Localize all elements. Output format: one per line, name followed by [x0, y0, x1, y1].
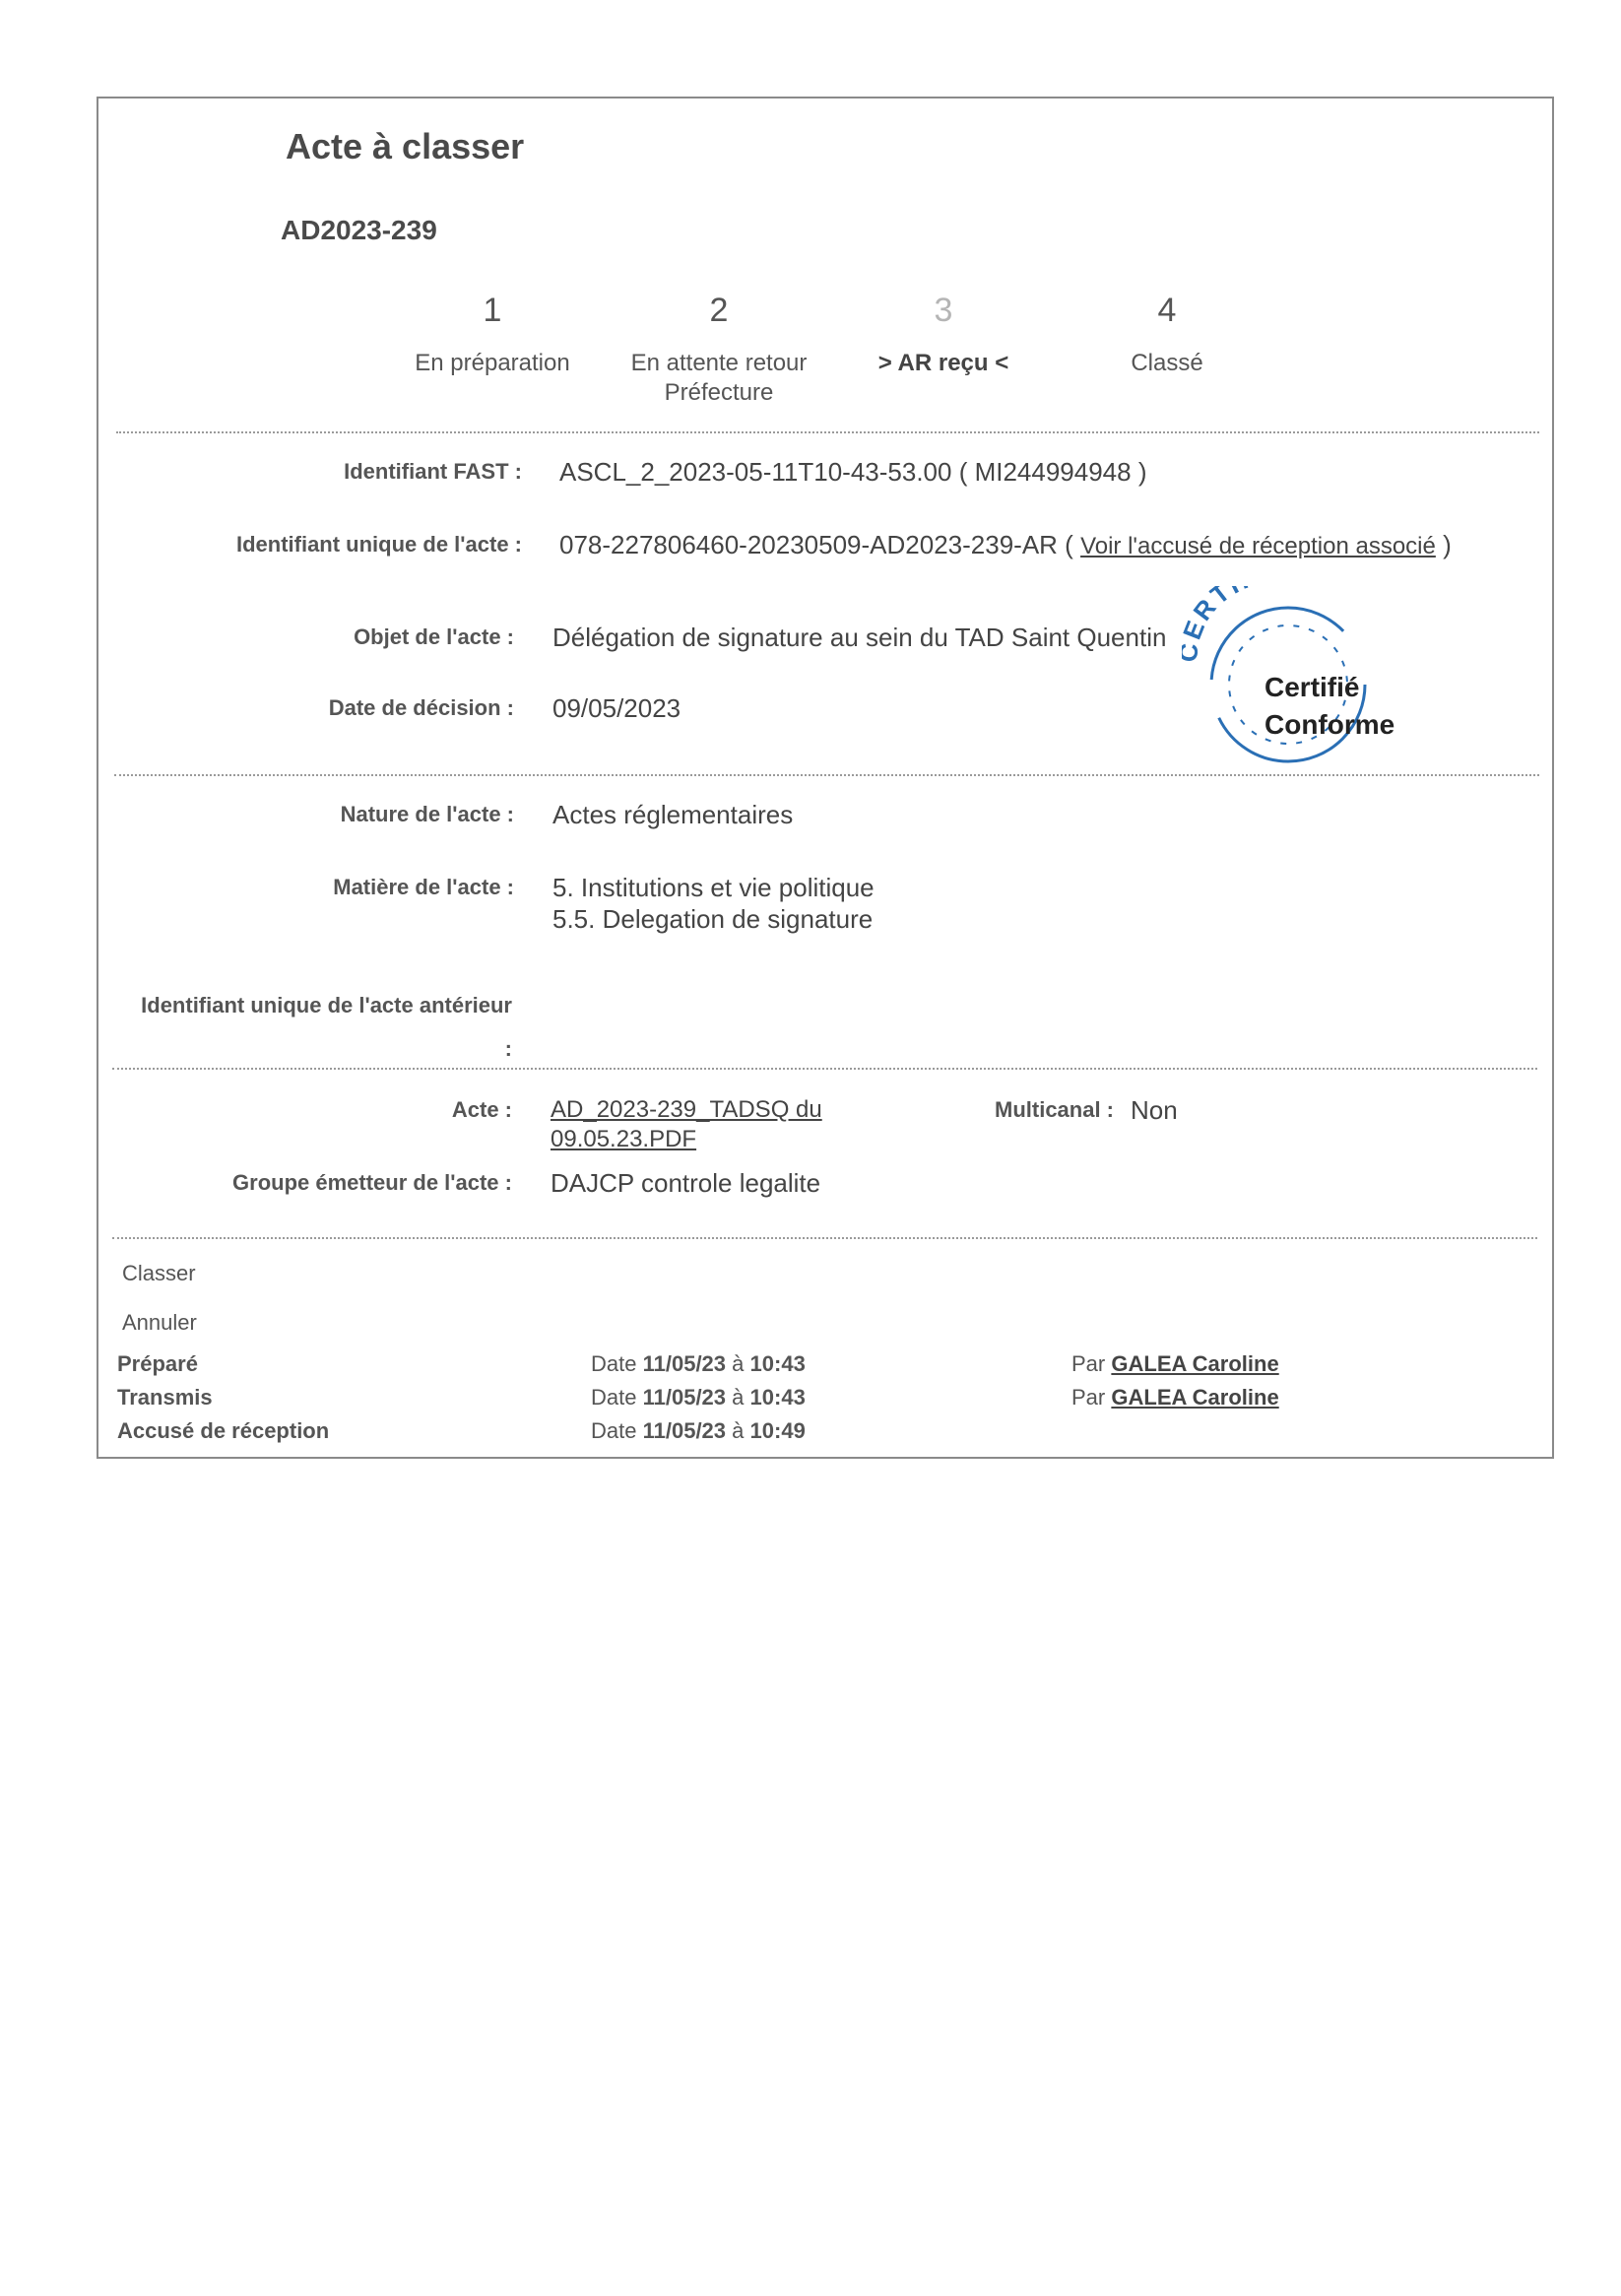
history-par-transmis: Par GALEA Caroline	[1071, 1385, 1279, 1410]
matiere-label: Matière de l'acte :	[333, 875, 514, 899]
divider	[112, 1068, 1537, 1070]
step-2-number: 2	[709, 292, 729, 329]
nature-value: Actes réglementaires	[552, 800, 794, 829]
history-label-transmis: Transmis	[117, 1385, 213, 1410]
classer-button[interactable]: Classer	[122, 1261, 196, 1285]
step-3-number: 3	[934, 292, 953, 329]
step-1-label: En préparation	[415, 350, 570, 376]
history-label-prepare: Préparé	[117, 1351, 198, 1376]
stamp-line2: Conforme	[1264, 709, 1395, 740]
fast-label: Identifiant FAST :	[344, 459, 522, 484]
step-2-label-line2: Préfecture	[664, 379, 774, 406]
anterieur-label: Identifiant unique de l'acte antérieur	[141, 993, 512, 1017]
divider	[116, 431, 1539, 433]
step-4-label: Classé	[1131, 350, 1203, 376]
step-2-label: En attente retour	[630, 350, 808, 376]
history-label-accuse: Accusé de réception	[117, 1418, 330, 1443]
multicanal-label: Multicanal :	[995, 1097, 1115, 1122]
fast-value: ASCL_2_2023-05-11T10-43-53.00 ( MI244994948 )	[559, 457, 1147, 487]
objet-label: Objet de l'acte :	[354, 624, 514, 649]
uid-value	[559, 530, 1452, 560]
uid-close: )	[1443, 530, 1452, 559]
step-4-number: 4	[1157, 292, 1177, 329]
date-decision-label: Date de décision :	[328, 695, 514, 720]
history-date-transmis: Date 11/05/23 à 10:43	[591, 1385, 806, 1410]
acte-label: Acte :	[451, 1097, 512, 1122]
user-link[interactable]: GALEA Caroline	[1111, 1385, 1279, 1410]
matiere-line1: 5. Institutions et vie politique	[552, 873, 875, 902]
objet-value: Délégation de signature au sein du TAD Saint Quentin	[552, 623, 1167, 652]
acte-file-link[interactable]	[551, 1095, 822, 1154]
annuler-button[interactable]: Annuler	[122, 1310, 197, 1335]
page-title: Acte à classer	[286, 126, 525, 166]
history-date-prepare: Date 11/05/23 à 10:43	[591, 1351, 806, 1376]
acte-file-link-line1[interactable]: AD_2023-239_TADSQ du	[551, 1096, 822, 1123]
nature-label: Nature de l'acte :	[340, 802, 514, 826]
user-link[interactable]: GALEA Caroline	[1111, 1351, 1279, 1376]
acte-code: AD2023-239	[281, 215, 437, 245]
step-1-number: 1	[483, 292, 502, 329]
stamp-seal-icon	[1182, 586, 1418, 773]
date-decision-value: 09/05/2023	[552, 693, 681, 723]
anterieur-colon: :	[504, 1036, 512, 1061]
divider	[112, 1237, 1537, 1239]
matiere-line2: 5.5. Delegation de signature	[552, 904, 874, 934]
divider	[114, 774, 1539, 776]
uid-text: 078-227806460-20230509-AD2023-239-AR (	[559, 530, 1073, 559]
svg-text:CERTIFIÉ: RT	[1187, 586, 1238, 626]
stamp-line1: Certifié	[1264, 672, 1360, 702]
groupe-label: Groupe émetteur de l'acte :	[232, 1170, 512, 1195]
acte-file-link-line2[interactable]: 09.05.23.PDF	[551, 1126, 697, 1152]
accuse-reception-link[interactable]: Voir l'accusé de réception associé	[1080, 533, 1436, 559]
groupe-value: DAJCP controle legalite	[551, 1168, 821, 1198]
multicanal-value: Non	[1131, 1095, 1178, 1125]
certifie-conforme-stamp	[1182, 586, 1418, 773]
step-3-label: > AR reçu <	[877, 350, 1009, 376]
uid-label: Identifiant unique de l'acte :	[235, 532, 522, 557]
history-date-accuse: Date 11/05/23 à 10:49	[591, 1418, 806, 1443]
history-par-prepare: Par GALEA Caroline	[1071, 1351, 1279, 1376]
